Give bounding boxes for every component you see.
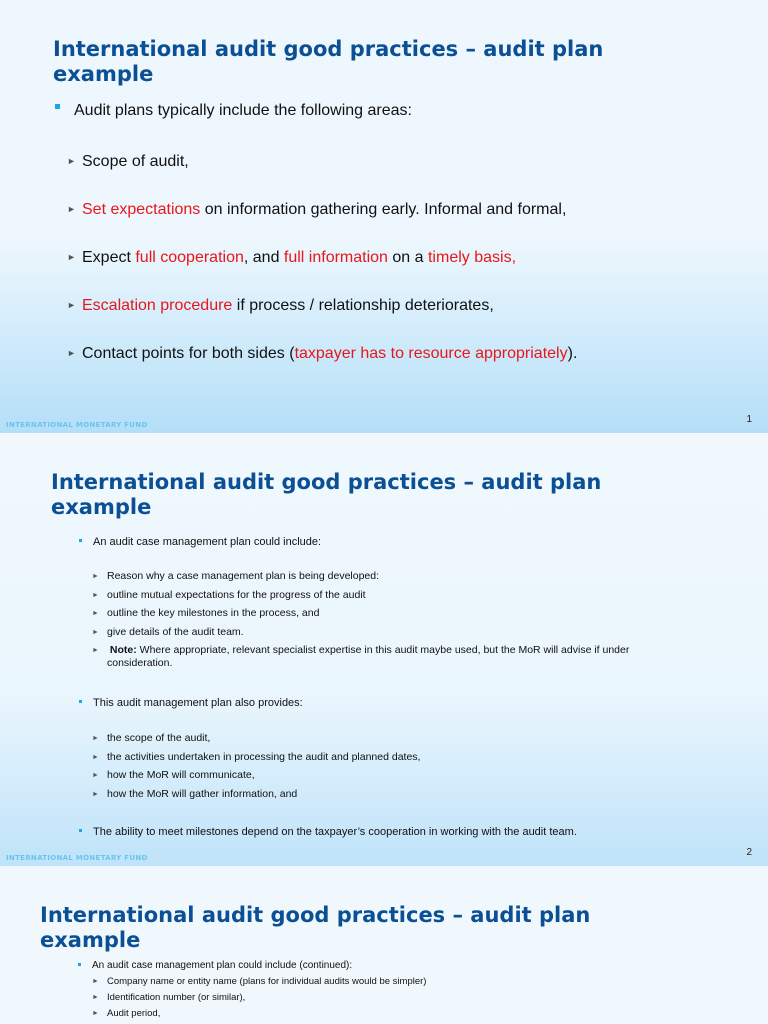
- arrow-bullet-icon: ►: [92, 735, 99, 742]
- list-item: ► the scope of the audit,: [92, 732, 211, 744]
- list-item: ► Audit period,: [92, 1008, 161, 1019]
- sub-list: [92, 570, 692, 676]
- square-bullet-icon: [78, 963, 81, 966]
- page-number: 1: [746, 414, 752, 425]
- arrow-bullet-icon: ►: [92, 790, 99, 798]
- arrow-bullet-icon: ►: [92, 647, 99, 654]
- bullet: This audit management plan also provides:: [93, 696, 303, 710]
- list-item: ► Company name or entity name (plans for individual audits would be simpler): [92, 976, 427, 987]
- arrow-bullet-icon: ►: [92, 1010, 99, 1017]
- arrow-bullet-icon: ►: [92, 994, 99, 1001]
- slide-title: International audit good practices – audit plan example: [40, 903, 591, 952]
- list-item: ► Scope of audit,: [67, 150, 577, 198]
- arrow-bullet-icon: ►: [92, 753, 99, 761]
- sub-list: [92, 975, 692, 1023]
- list-item: ► how the MoR will communicate,: [92, 769, 255, 781]
- arrow-bullet-icon: ►: [92, 591, 99, 599]
- list-item: ► Escalation procedure if process / relationship deteriorates,: [67, 294, 577, 342]
- sub-list: [92, 732, 692, 806]
- footer-text: INTERNATIONAL MONETARY FUND: [6, 421, 148, 429]
- arrow-bullet-icon: ►: [67, 156, 76, 166]
- list-item: ► the activities undertaken in processing the audit and planned dates,: [92, 750, 421, 763]
- list-item: ► Identification number (or similar),: [92, 992, 246, 1003]
- slide-title: International audit good practices – audit plan example: [51, 470, 602, 519]
- list-item: ► give details of the audit team.: [92, 625, 244, 638]
- slide-title: International audit good practices – audit plan example: [53, 37, 604, 86]
- bullet: An audit case management plan could include:: [93, 535, 321, 549]
- arrow-bullet-icon: ►: [92, 573, 99, 580]
- list-item: ► how the MoR will gather information, and: [92, 787, 298, 800]
- bullet: Audit plans typically include the following areas:: [55, 102, 412, 120]
- square-bullet-icon: [79, 829, 82, 832]
- square-bullet-icon: [79, 700, 82, 703]
- list-item: ► outline mutual expectations for the progress of the audit: [92, 588, 366, 601]
- arrow-bullet-icon: ►: [92, 772, 99, 779]
- bullet: The ability to meet milestones depend on the taxpayer’s cooperation in working with the audit team.: [93, 825, 577, 839]
- slide-3: [0, 866, 768, 1024]
- arrow-bullet-icon: ►: [67, 204, 76, 214]
- page-number: 2: [746, 847, 752, 858]
- sub-list: [67, 150, 577, 390]
- list-item: ► Reason why a case management plan is being developed:: [92, 570, 380, 582]
- arrow-bullet-icon: ►: [92, 628, 99, 636]
- arrow-bullet-icon: ►: [67, 300, 76, 310]
- list-item: ► Expect full cooperation, and full information on a timely basis,: [67, 246, 577, 294]
- slide-2: [0, 433, 768, 866]
- square-bullet-icon: [55, 104, 60, 109]
- arrow-bullet-icon: ►: [67, 348, 76, 358]
- square-bullet-icon: [79, 539, 82, 542]
- arrow-bullet-icon: ►: [92, 978, 99, 985]
- list-item: ► outline the key milestones in the process, and: [92, 607, 320, 619]
- footer-text: INTERNATIONAL MONETARY FUND: [6, 854, 148, 862]
- list-item: ► Set expectations on information gathering early. Informal and formal,: [67, 198, 577, 246]
- slide-1: [0, 0, 768, 433]
- list-item: ► Contact points for both sides (taxpayer has to resource appropriately).: [67, 342, 577, 390]
- arrow-bullet-icon: ►: [92, 610, 99, 617]
- note-item: ► Note: Where appropriate, relevant specialist expertise in this audit maybe used, but the MoR will advise if under consideration.: [92, 644, 630, 669]
- bullet: An audit case management plan could include (continued):: [92, 959, 352, 973]
- arrow-bullet-icon: ►: [67, 252, 76, 262]
